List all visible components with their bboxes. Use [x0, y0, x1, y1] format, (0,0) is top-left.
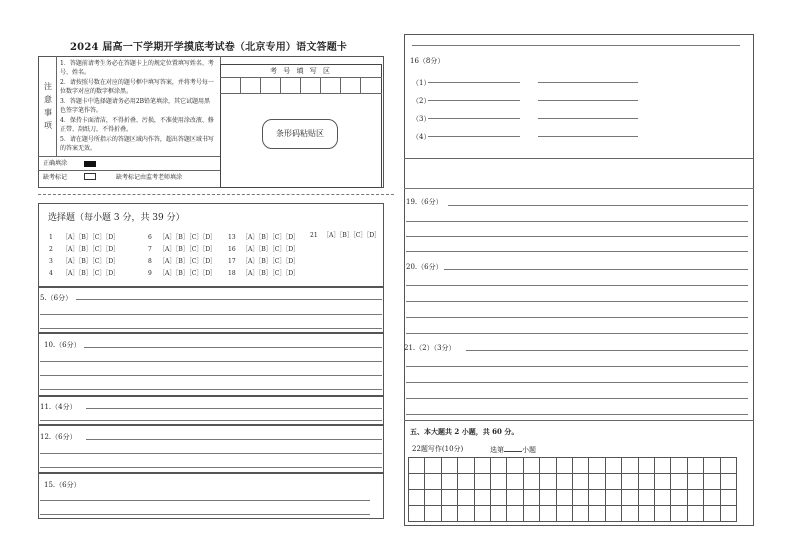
writing-grid-cell[interactable]: [523, 505, 540, 522]
writing-grid-cell[interactable]: [424, 489, 441, 506]
choice-number: 17: [228, 258, 236, 265]
writing-grid-cell[interactable]: [572, 457, 589, 474]
choice-options[interactable]: ［A］［B］［C］［D］: [62, 246, 120, 253]
writing-grid-cell[interactable]: [424, 473, 441, 490]
writing-grid-cell[interactable]: [605, 505, 622, 522]
writing-grid-cell[interactable]: [588, 505, 605, 522]
writing-grid-cell[interactable]: [408, 473, 425, 490]
choice-options[interactable]: ［A］［B］［C］［D］: [242, 234, 300, 241]
writing-grid-cell[interactable]: [670, 505, 687, 522]
writing-grid-cell[interactable]: [523, 457, 540, 474]
writing-grid-cell[interactable]: [474, 473, 491, 490]
choose-blank[interactable]: [504, 444, 522, 452]
choice-number: 3: [49, 258, 53, 265]
writing-grid-cell[interactable]: [556, 457, 573, 474]
writing-grid[interactable]: [408, 457, 736, 521]
q22-label: 22题写作(10分): [412, 445, 464, 453]
writing-grid-cell[interactable]: [523, 489, 540, 506]
writing-grid-cell[interactable]: [539, 505, 556, 522]
writing-grid-cell[interactable]: [720, 505, 737, 522]
writing-grid-cell[interactable]: [441, 473, 458, 490]
writing-grid-cell[interactable]: [490, 505, 507, 522]
writing-grid-cell[interactable]: [441, 505, 458, 522]
choice-col-2[interactable]: [148, 232, 216, 280]
answer-area-q12[interactable]: [38, 425, 384, 473]
choice-options[interactable]: ［A］［B］［C］［D］: [159, 246, 217, 253]
writing-grid-cell[interactable]: [621, 489, 638, 506]
writing-grid-cell[interactable]: [424, 505, 441, 522]
writing-grid-cell[interactable]: [556, 473, 573, 490]
choice-col-4[interactable]: [310, 230, 380, 242]
answer-area-q10[interactable]: [38, 333, 384, 396]
writing-grid-cell[interactable]: [556, 505, 573, 522]
writing-grid-cell[interactable]: [457, 489, 474, 506]
writing-grid-cell[interactable]: [638, 505, 655, 522]
writing-grid-cell[interactable]: [588, 489, 605, 506]
writing-grid-cell[interactable]: [539, 489, 556, 506]
choice-number: 4: [49, 270, 53, 277]
question-label: 10.（6分）: [44, 341, 81, 349]
writing-grid-cell[interactable]: [506, 505, 523, 522]
question-label: 11.（4分）: [40, 403, 77, 411]
choice-number: 7: [148, 246, 152, 253]
writing-grid-cell[interactable]: [539, 473, 556, 490]
choose-question[interactable]: [490, 444, 536, 455]
writing-grid-cell[interactable]: [457, 457, 474, 474]
writing-grid-cell[interactable]: [556, 489, 573, 506]
writing-grid-cell[interactable]: [506, 457, 523, 474]
writing-grid-cell[interactable]: [687, 489, 704, 506]
writing-grid-cell[interactable]: [572, 489, 589, 506]
writing-grid-cell[interactable]: [720, 489, 737, 506]
writing-grid-cell[interactable]: [703, 457, 720, 474]
correct-fill-sample: [84, 161, 96, 167]
writing-grid-cell[interactable]: [588, 457, 605, 474]
choice-options[interactable]: ［A］［B］［C］［D］: [62, 270, 120, 277]
question-label-q16: 16（8分）: [410, 57, 445, 65]
writing-grid-cell[interactable]: [490, 489, 507, 506]
choice-number: 2: [49, 246, 53, 253]
writing-grid-cell[interactable]: [621, 457, 638, 474]
choice-number: 18: [228, 270, 236, 277]
choice-options[interactable]: ［A］［B］［C］［D］: [159, 258, 217, 265]
absent-note: 缺考标记由监考老师填涂: [116, 174, 183, 181]
choice-number: 21: [310, 232, 318, 239]
writing-grid-cell[interactable]: [572, 505, 589, 522]
writing-grid-cell[interactable]: [654, 489, 671, 506]
q16-item: （1）: [412, 79, 431, 87]
writing-grid-cell[interactable]: [703, 473, 720, 490]
choice-options[interactable]: ［A］［B］［C］［D］: [323, 232, 381, 239]
writing-grid-cell[interactable]: [506, 489, 523, 506]
barcode-area: 条形码粘贴区: [262, 119, 338, 149]
writing-grid-cell[interactable]: [408, 505, 425, 522]
choice-options[interactable]: ［A］［B］［C］［D］: [159, 234, 217, 241]
writing-grid-cell[interactable]: [474, 505, 491, 522]
choice-heading: 选择题（每小题 3 分，共 39 分）: [48, 213, 185, 223]
writing-grid-cell[interactable]: [490, 473, 507, 490]
notice-item: 5．请在题号所指示的答题区域内作答，超出答题区域书写的答案无效。: [60, 136, 214, 152]
writing-grid-cell[interactable]: [572, 473, 589, 490]
writing-grid-cell[interactable]: [408, 457, 425, 474]
writing-grid-cell[interactable]: [539, 457, 556, 474]
q16-item: （3）: [412, 115, 431, 123]
writing-grid-cell[interactable]: [457, 473, 474, 490]
answer-area-q5[interactable]: [38, 287, 384, 333]
writing-grid-cell[interactable]: [474, 489, 491, 506]
writing-grid-cell[interactable]: [441, 457, 458, 474]
choice-number: 9: [148, 270, 152, 277]
writing-grid-cell[interactable]: [621, 473, 638, 490]
choice-number: 1: [49, 234, 53, 241]
choice-number: 16: [228, 246, 236, 253]
writing-grid-cell[interactable]: [687, 457, 704, 474]
writing-grid-cell[interactable]: [457, 505, 474, 522]
writing-grid-cell[interactable]: [490, 457, 507, 474]
choice-options[interactable]: ［A］［B］［C］［D］: [62, 258, 120, 265]
writing-grid-cell[interactable]: [441, 489, 458, 506]
writing-grid-cell[interactable]: [703, 489, 720, 506]
exam-number-label: 考 号 填 写 区: [270, 67, 332, 75]
writing-grid-cell[interactable]: [720, 457, 737, 474]
section-5-heading: 五、本大题共 2 小题，共 60 分。: [410, 427, 519, 436]
writing-grid-cell[interactable]: [654, 457, 671, 474]
page-title: 2024 届高一下学期开学摸底考试卷（北京专用）语文答题卡: [70, 42, 348, 53]
writing-grid-cell[interactable]: [638, 489, 655, 506]
writing-grid-cell[interactable]: [638, 457, 655, 474]
notice-item: 1．答题前请考生务必在答题卡上的规定位置填写姓名、考号、姓名。: [60, 60, 214, 76]
question-label: 5.（6分）: [40, 294, 73, 302]
question-label: 15.（6分）: [44, 481, 81, 489]
writing-grid-cell[interactable]: [408, 489, 425, 506]
notice-list: [60, 60, 216, 153]
writing-grid-cell[interactable]: [523, 473, 540, 490]
writing-grid-cell[interactable]: [506, 473, 523, 490]
question-label-q19: 19.（6分）: [406, 198, 443, 206]
writing-grid-cell[interactable]: [670, 489, 687, 506]
q16-item: （4）: [412, 133, 431, 141]
writing-grid-cell[interactable]: [621, 505, 638, 522]
writing-grid-cell[interactable]: [605, 473, 622, 490]
writing-grid-cell[interactable]: [638, 473, 655, 490]
writing-grid-cell[interactable]: [687, 473, 704, 490]
correct-fill-label: 正确填涂: [43, 160, 68, 167]
answer-area-q15[interactable]: [38, 473, 384, 519]
writing-grid-cell[interactable]: [474, 457, 491, 474]
writing-grid-cell[interactable]: [424, 457, 441, 474]
writing-grid-cell[interactable]: [605, 489, 622, 506]
writing-grid-cell[interactable]: [605, 457, 622, 474]
choice-options[interactable]: ［A］［B］［C］［D］: [159, 270, 217, 277]
writing-grid-cell[interactable]: [670, 473, 687, 490]
question-label-q21: 21.（2）（3分）: [404, 344, 456, 352]
notice-item: 2．请按照号数在对应的题号框中填写答案，并将考号每一位数字对应的数字框涂黑。: [60, 79, 214, 95]
choose-prefix: 选第: [490, 446, 504, 454]
choice-col-1[interactable]: [49, 232, 119, 280]
question-label-q20: 20.（6分）: [406, 263, 443, 271]
choice-options[interactable]: ［A］［B］［C］［D］: [242, 258, 300, 265]
writing-grid-cell[interactable]: [703, 505, 720, 522]
absent-checkbox[interactable]: [84, 173, 96, 180]
choice-number: 8: [148, 258, 152, 265]
choice-options[interactable]: ［A］［B］［C］［D］: [242, 270, 300, 277]
absent-label: 缺考标记: [43, 174, 68, 181]
choice-number: 6: [148, 234, 152, 241]
writing-grid-cell[interactable]: [687, 505, 704, 522]
notice-item: 4．保持卡面清洁，不得折叠、污损，不准使用涂改液、修正带、刮纸刀，不得折叠。: [60, 117, 214, 133]
writing-grid-cell[interactable]: [670, 457, 687, 474]
writing-grid-cell[interactable]: [720, 473, 737, 490]
writing-grid-cell[interactable]: [654, 505, 671, 522]
notice-item: 3．答题卡中选择题请务必用2B铅笔填涂，其它试题用黑色签字笔作答。: [60, 98, 211, 114]
writing-grid-cell[interactable]: [588, 473, 605, 490]
choice-options[interactable]: ［A］［B］［C］［D］: [62, 234, 120, 241]
writing-grid-cell[interactable]: [654, 473, 671, 490]
choice-options[interactable]: ［A］［B］［C］［D］: [242, 246, 300, 253]
choice-number: 13: [228, 234, 236, 241]
question-label: 12.（6分）: [40, 433, 77, 441]
choice-col-3[interactable]: [228, 232, 299, 280]
notice-heading: 注 意 事 项: [44, 82, 52, 130]
choose-suffix: 小题: [522, 446, 536, 454]
q16-item: （2）: [412, 97, 431, 105]
